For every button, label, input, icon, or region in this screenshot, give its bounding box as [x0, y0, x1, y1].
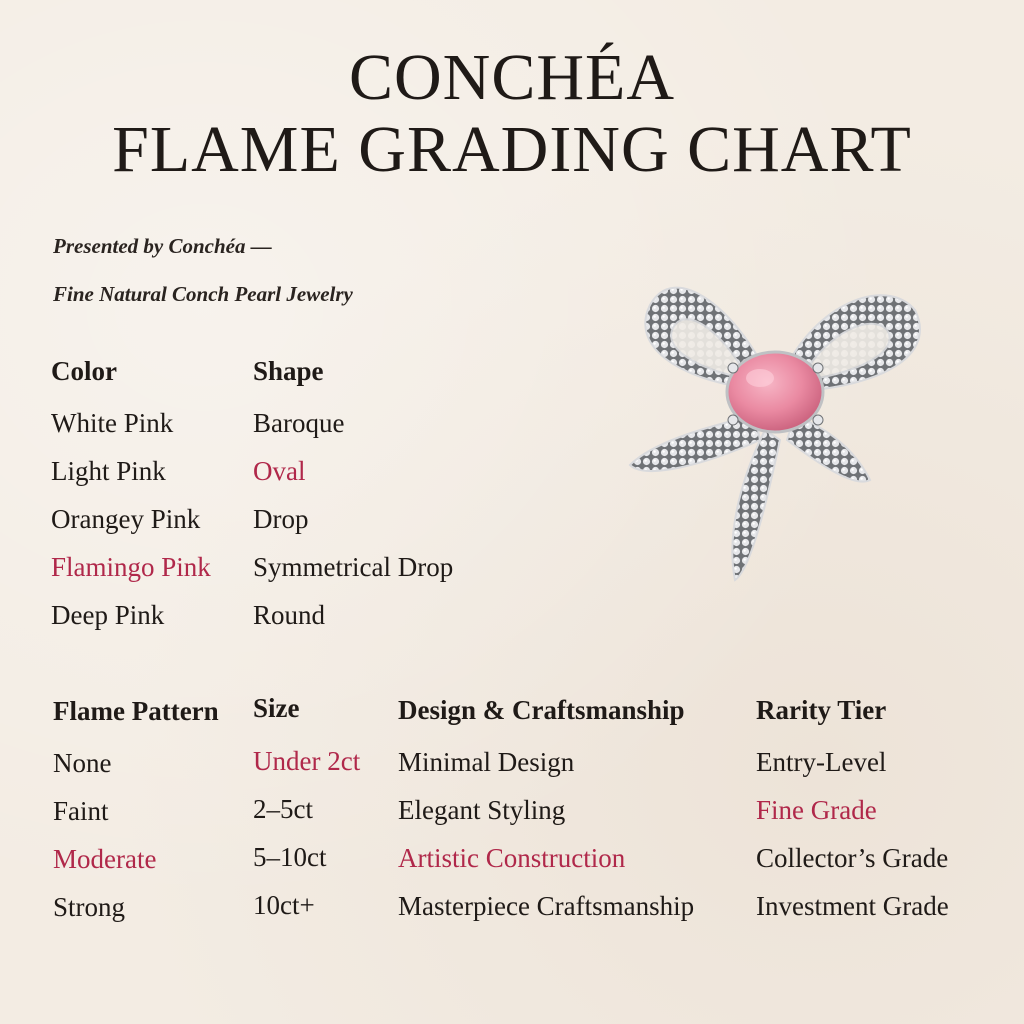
- flame-pattern-item: None: [53, 748, 112, 778]
- rarity-item-highlighted: Fine Grade: [756, 795, 877, 825]
- flame-pattern-item-highlighted: Moderate: [53, 844, 157, 874]
- color-header: Color: [51, 356, 117, 386]
- flame-pattern-item: Strong: [53, 892, 126, 922]
- design-item-highlighted: Artistic Construction: [398, 843, 626, 873]
- design-item: Minimal Design: [398, 747, 575, 777]
- color-item-highlighted: Flamingo Pink: [51, 552, 211, 582]
- design-craftsmanship-header: Design & Craftsmanship: [398, 695, 685, 725]
- color-item: White Pink: [51, 408, 174, 438]
- shape-header: Shape: [253, 356, 324, 386]
- rarity-tier-header: Rarity Tier: [756, 695, 887, 725]
- color-item: Deep Pink: [51, 600, 165, 630]
- shape-item-highlighted: Oval: [253, 456, 306, 486]
- size-item-highlighted: Under 2ct: [253, 746, 361, 776]
- rarity-item: Collector’s Grade: [756, 843, 949, 873]
- subtitle-presented-by: Presented by Conchéa —: [53, 234, 272, 258]
- flame-pattern-header: Flame Pattern: [53, 696, 219, 726]
- size-item: 10ct+: [253, 890, 315, 920]
- size-header: Size: [253, 693, 300, 723]
- size-item: 2–5ct: [253, 794, 313, 824]
- subtitle-fine-jewelry: Fine Natural Conch Pearl Jewelry: [53, 282, 353, 306]
- design-item: Elegant Styling: [398, 795, 566, 825]
- rarity-item: Entry-Level: [756, 747, 887, 777]
- conch-pearl-bow-ring-image: [615, 250, 935, 590]
- design-item: Masterpiece Craftsmanship: [398, 891, 695, 921]
- rarity-item: Investment Grade: [756, 891, 949, 921]
- size-item: 5–10ct: [253, 842, 327, 872]
- title-line-2: FLAME GRADING CHART: [112, 113, 912, 186]
- conch-pearl: [727, 352, 823, 432]
- title-line-1: CONCHÉA: [348, 41, 675, 114]
- shape-item: Drop: [253, 504, 309, 534]
- color-item: Light Pink: [51, 456, 166, 486]
- shape-item: Baroque: [253, 408, 345, 438]
- bow-tail-left: [630, 415, 780, 580]
- shape-item: Round: [253, 600, 326, 630]
- flame-pattern-item: Faint: [53, 796, 109, 826]
- shape-item: Symmetrical Drop: [253, 552, 454, 582]
- color-item: Orangey Pink: [51, 504, 201, 534]
